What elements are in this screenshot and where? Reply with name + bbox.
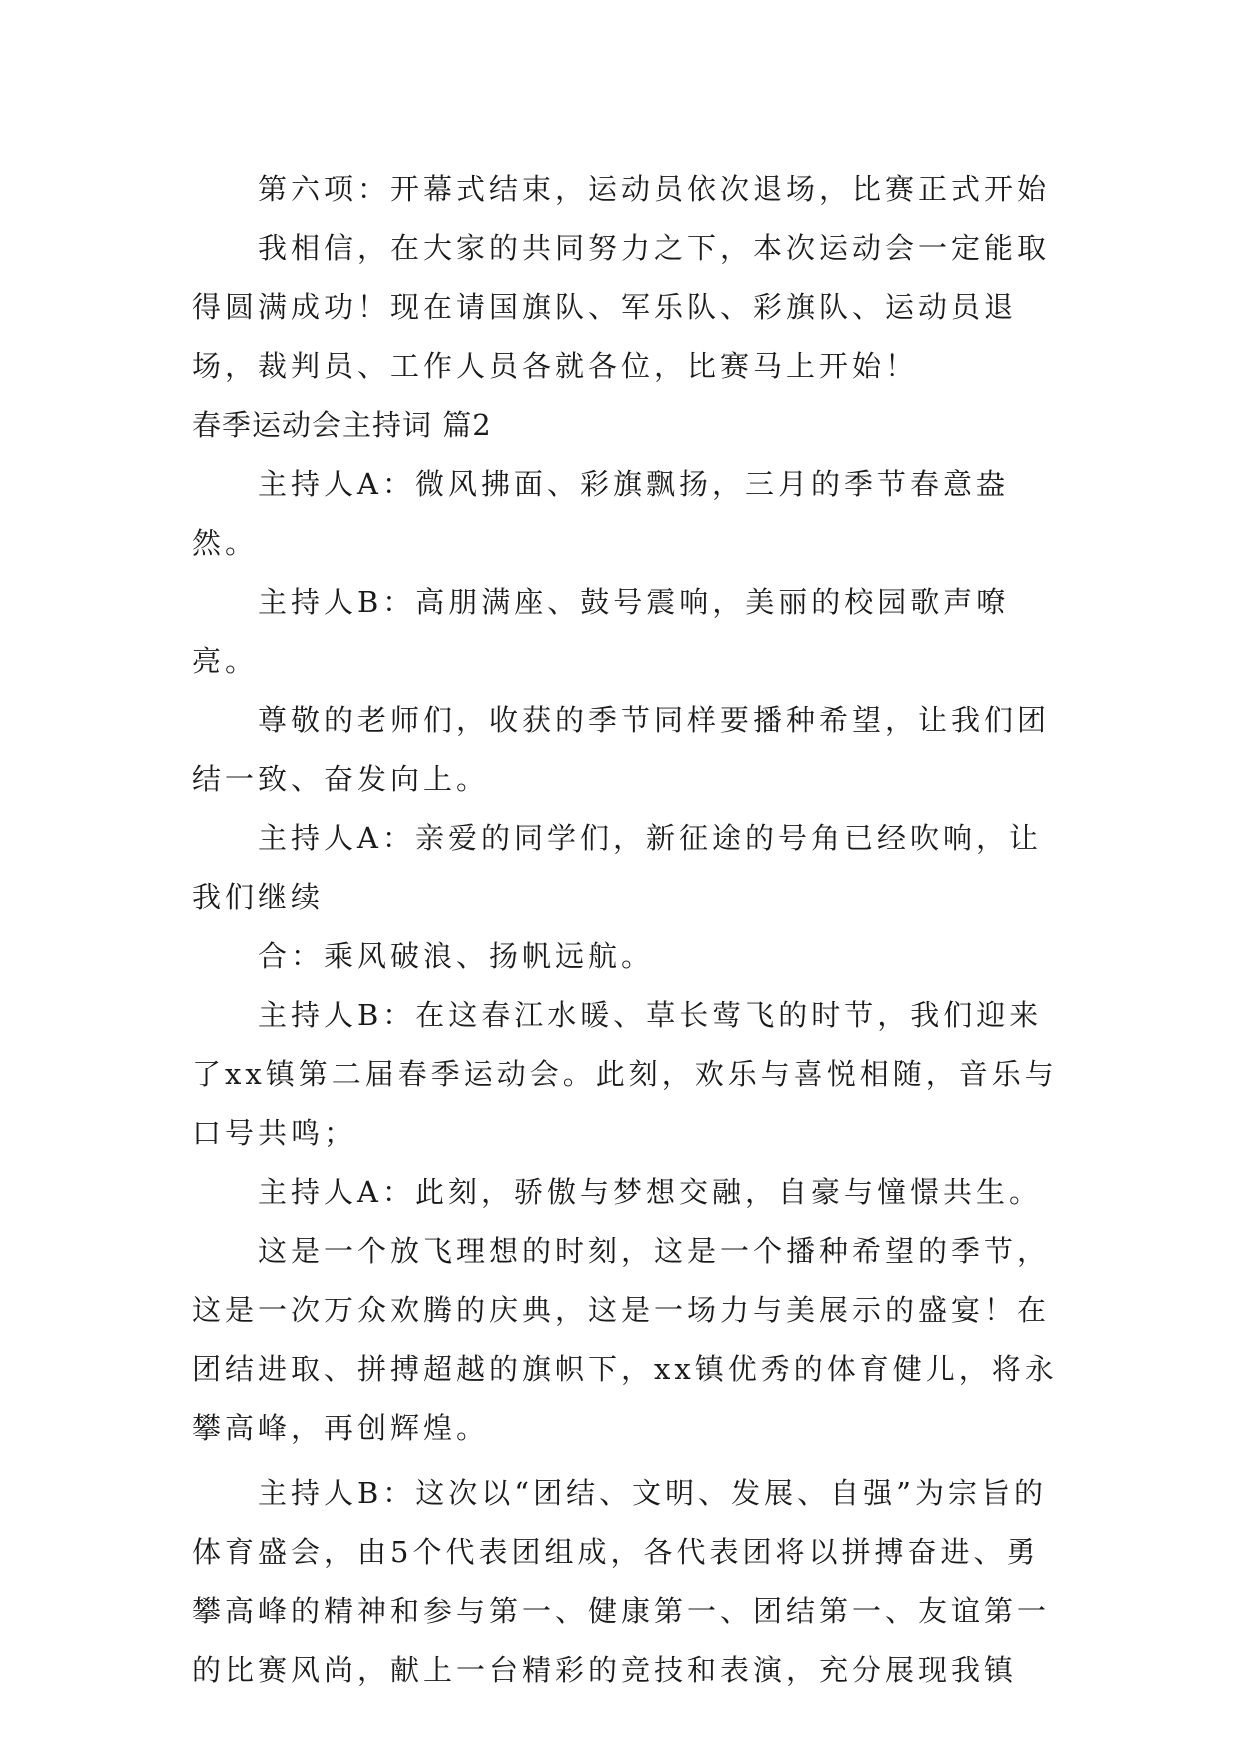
paragraph-host-b-line-3: 主持人B：这次以“团结、文明、发展、自强”为宗旨的体育盛会，由5个代表团组成，各代表团将以拼搏奋进、勇攀高峰的精神和参与第一、健康第一、团结第一、友谊第一的比赛风尚，献上一台精彩的竞技和表演，充分展现我镇: [192, 1476, 1051, 1687]
paragraph-host-b-line-1: 主持人B：高朋满座、鼓号震响，美丽的校园歌声嘹亮。: [192, 585, 1010, 678]
section-heading: 春季运动会主持词 篇2: [192, 408, 492, 442]
document-body: [192, 160, 1072, 1700]
paragraph-opening-step-six: 第六项：开幕式结束，运动员依次退场，比赛正式开始: [258, 172, 1051, 206]
paragraph-together: 合：乘风破浪、扬帆远航。: [258, 939, 655, 973]
paragraph-host-a-line-1: 主持人A：微风拂面、彩旗飘扬，三月的季节春意盎然。: [192, 467, 1009, 560]
paragraph-closing-remarks: 我相信，在大家的共同努力之下，本次运动会一定能取得圆满成功！现在请国旗队、军乐队、彩旗队、运动员退场，裁判员、工作人员各就各位，比赛马上开始！: [192, 231, 1051, 383]
paragraph-moment-of-ideals: 这是一个放飞理想的时刻，这是一个播种希望的季节，这是一次万众欢腾的庆典，这是一场力与美展示的盛宴！在团结进取、拼搏超越的旗帜下，xx镇优秀的体育健儿，将永攀高峰，再创辉煌。: [192, 1234, 1058, 1445]
paragraph-host-a-line-3: 主持人A：此刻，骄傲与梦想交融，自豪与憧憬共生。: [258, 1175, 1042, 1209]
paragraph-teachers-address: 尊敬的老师们，收获的季节同样要播种希望，让我们团结一致、奋发向上。: [192, 703, 1051, 796]
paragraph-host-a-line-2: 主持人A：亲爱的同学们，新征途的号角已经吹响，让我们继续: [192, 821, 1042, 914]
paragraph-host-b-line-2: 主持人B：在这春江水暖、草长莺飞的时节，我们迎来了xx镇第二届春季运动会。此刻，欢乐与喜悦相随，音乐与口号共鸣；: [192, 998, 1058, 1150]
